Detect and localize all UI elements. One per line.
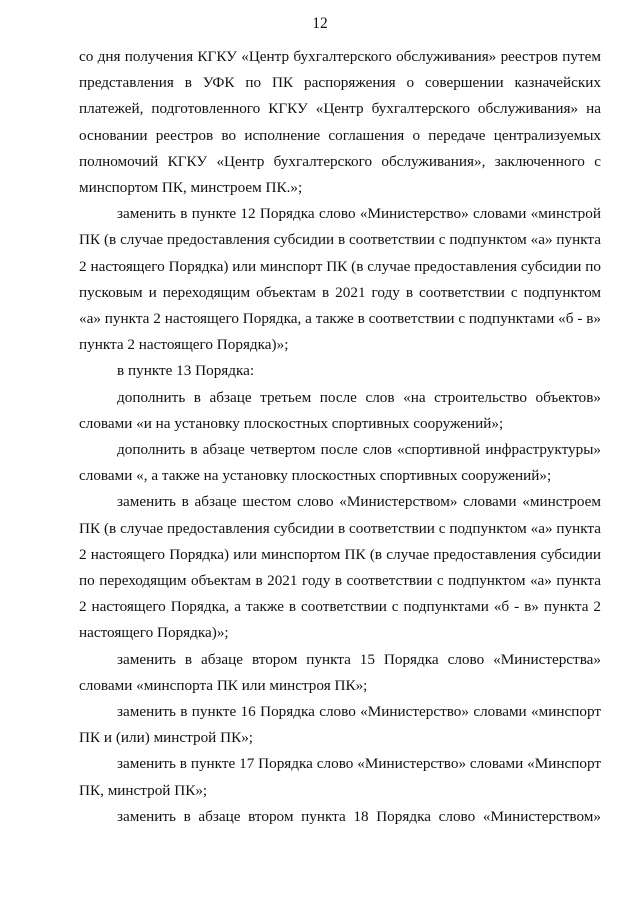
paragraph-item-13-abz-3: дополнить в абзаце третьем после слов «на строительство объектов» словами «и на установку плоскостных спортивных сооружений»; [79, 388, 601, 432]
paragraph-item-18: заменить в абзаце втором пункта 18 Порядка слово «Министерством» [117, 807, 601, 825]
paragraph-item-17: заменить в пункте 17 Порядка слово «Министерство» словами «Минспорт ПК, минстрой ПК»; [79, 755, 601, 799]
paragraph-item-13-abz-4: дополнить в абзаце четвертом после слов «спортивной инфраструктуры» словами «, а также на установку плоскостных спортивных сооружений»; [79, 441, 601, 485]
document-body [79, 44, 601, 830]
paragraph-item-16: заменить в пункте 16 Порядка слово «Министерство» словами «минспорт ПК и (или) минстрой ПК»; [79, 703, 601, 747]
paragraph-item-12: заменить в пункте 12 Порядка слово «Министерство» словами «минстрой ПК (в случае предоставления субсидии в соответствии с подпунктом «а» пункта 2 настоящего Порядка) или минспорт ПК (в случае предоставления субсидии по пусковым и переходящим объектам в 2021 году в соответствии с подпунктом «а» пункта 2 настоящего Порядка, а также в соответствии с подпунктами «б - в» пункта 2 настоящего Порядка)»; [79, 205, 601, 354]
paragraph-continuation: со дня получения КГКУ «Центр бухгалтерского обслуживания» реестров путем представления в УФК по ПК распоряжения о совершении казначейских платежей, подготовленного КГКУ «Центр бухгалтерского обслуживания» на основании реестров во исполнение соглашения о передаче централизуемых полномочий КГКУ «Центр бухгалтерского обслуживания», заключенного с минспортом ПК, минстроем ПК.»; [79, 48, 601, 197]
paragraph-item-13-intro: в пункте 13 Порядка: [117, 362, 255, 380]
page-number: 12 [312, 15, 328, 32]
paragraph-item-13-abz-6: заменить в абзаце шестом слово «Министерством» словами «минстроем ПК (в случае предоставления субсидии в соответствии с подпунктом «а» пункта 2 настоящего Порядка) или минспортом ПК (в случае предоставления субсидии по переходящим объектам в 2021 году в соответствии с подпунктом «а» пункта 2 настоящего Порядка, а также в соответствии с подпунктами «б - в» пункта 2 настоящего Порядка)»; [79, 493, 601, 642]
paragraph-item-15: заменить в абзаце втором пункта 15 Порядка слово «Министерства» словами «минспорта ПК или минстроя ПК»; [79, 650, 601, 694]
